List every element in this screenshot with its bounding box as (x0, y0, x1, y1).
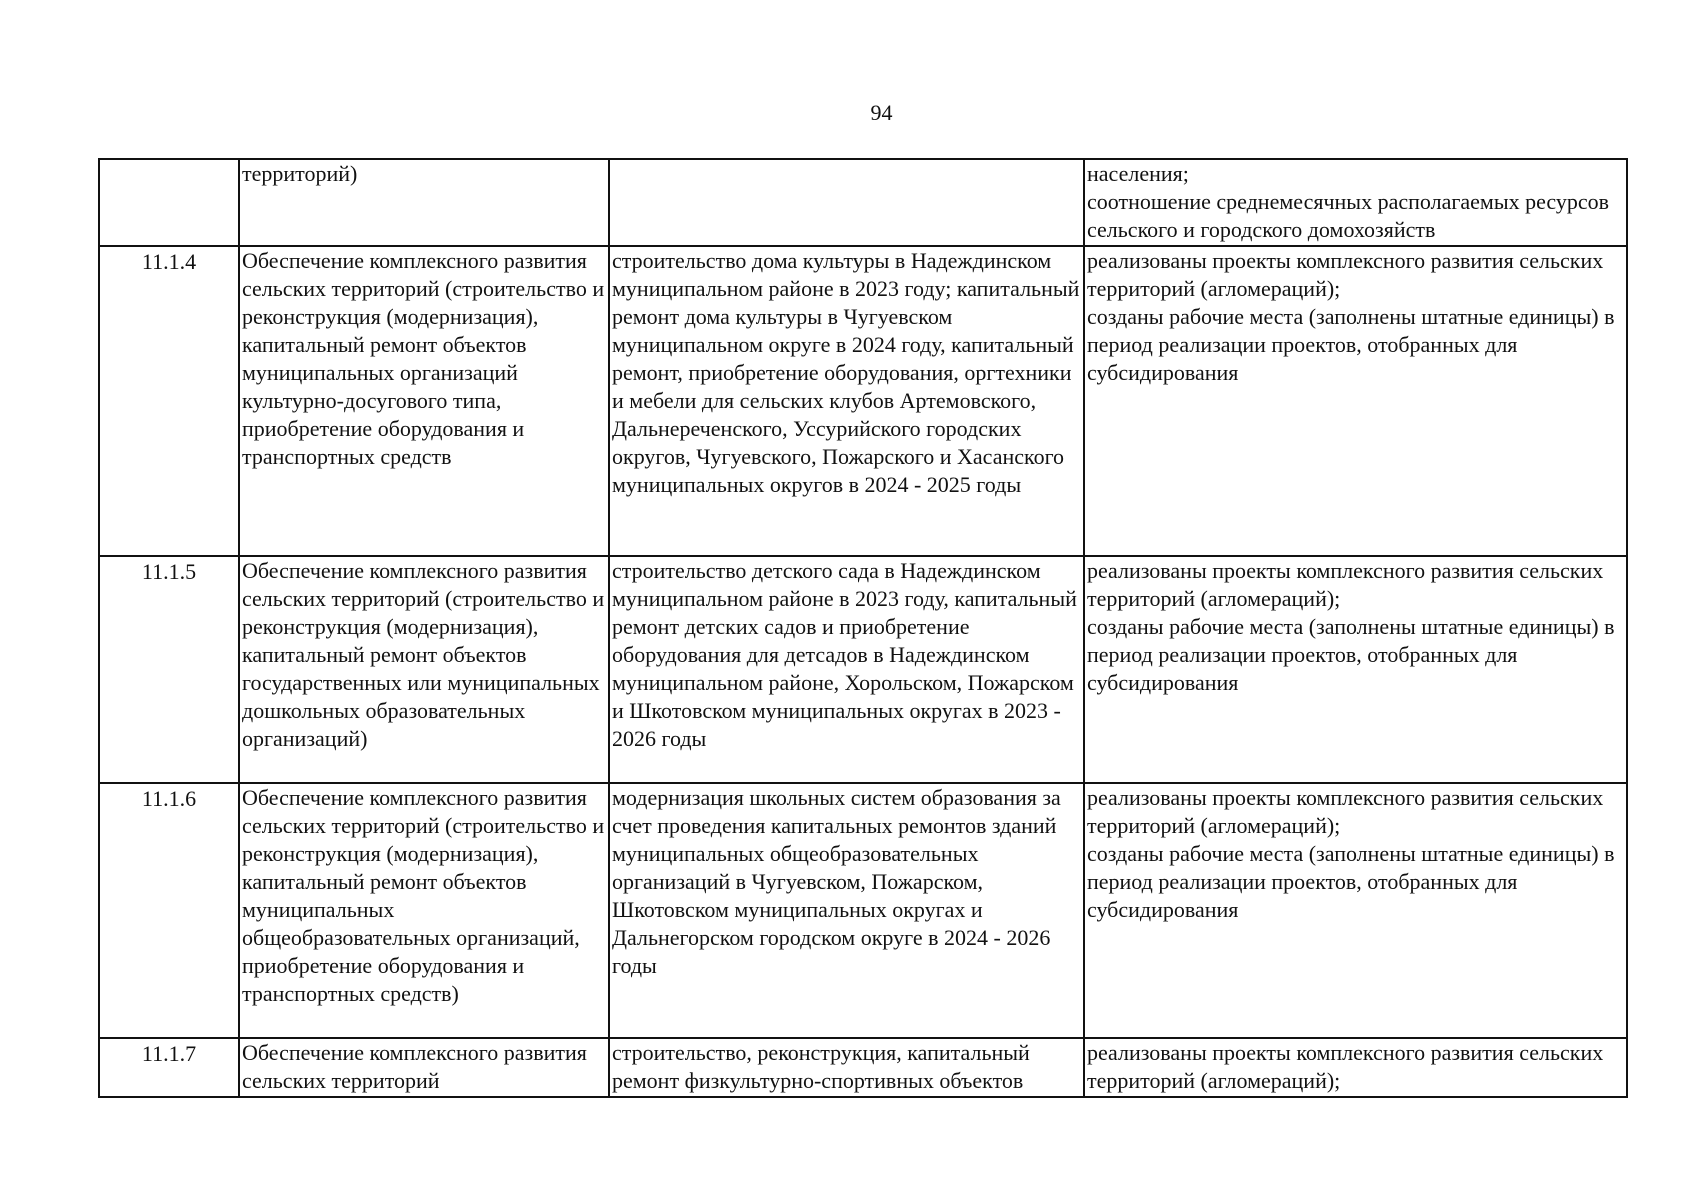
program-measures-table (98, 158, 1628, 1098)
table-row (99, 1038, 1627, 1097)
measure-name-cell: Обеспечение комплексного развития сельских территорий (строительство и реконструкция (модернизация), капитальный ремонт объектов государственных или муниципальных дошкольных образовательных организаций) (239, 556, 609, 783)
measure-number-cell (99, 159, 239, 246)
measure-name-cell: Обеспечение комплексного развития сельских территорий (строительство и реконструкция (модернизация), капитальный ремонт объектов муниципальных организаций культурно-досугового типа, приобретение оборудования и транспортных средств (239, 246, 609, 556)
measure-description-cell: строительство, реконструкция, капитальный ремонт физкультурно-спортивных объектов (609, 1038, 1084, 1097)
table-row (99, 783, 1627, 1038)
measure-result-cell: реализованы проекты комплексного развития сельских территорий (агломераций); созданы рабочие места (заполнены штатные единицы) в период реализации проектов, отобранных для субсидирования (1084, 783, 1627, 1038)
table-row (99, 159, 1627, 246)
measure-name-cell: Обеспечение комплексного развития сельских территорий (239, 1038, 609, 1097)
measure-result-cell: населения; соотношение среднемесячных располагаемых ресурсов сельского и городского домохозяйств (1084, 159, 1627, 246)
measure-result-cell: реализованы проекты комплексного развития сельских территорий (агломераций); созданы рабочие места (заполнены штатные единицы) в период реализации проектов, отобранных для субсидирования (1084, 246, 1627, 556)
measure-name-cell: Обеспечение комплексного развития сельских территорий (строительство и реконструкция (модернизация), капитальный ремонт объектов муниципальных общеобразовательных организаций, приобретение оборудования и транспортных средств) (239, 783, 609, 1038)
measure-description-cell: строительство детского сада в Надеждинском муниципальном районе в 2023 году, капитальный ремонт детских садов и приобретение оборудования для детсадов в Надеждинском муниципальном районе, Хорольском, Пожарском и Шкотовском муниципальных округах в 2023 - 2026 годы (609, 556, 1084, 783)
measure-number-cell: 11.1.4 (99, 246, 239, 556)
measure-description-cell: строительство дома культуры в Надеждинском муниципальном районе в 2023 году; капитальный ремонт дома культуры в Чугуевском муниципальном округе в 2024 году, капитальный ремонт, приобретение оборудования, оргтехники и мебели для сельских клубов Артемовского, Дальнереченского, Уссурийского городских округов, Чугуевского, Пожарского и Хасанского муниципальных округов в 2024 - 2025 годы (609, 246, 1084, 556)
measure-name-cell: территорий) (239, 159, 609, 246)
measure-result-cell: реализованы проекты комплексного развития сельских территорий (агломераций); (1084, 1038, 1627, 1097)
table-row (99, 556, 1627, 783)
table-row (99, 246, 1627, 556)
measure-number-cell: 11.1.6 (99, 783, 239, 1038)
measure-number-cell: 11.1.7 (99, 1038, 239, 1097)
measure-result-cell: реализованы проекты комплексного развития сельских территорий (агломераций); созданы рабочие места (заполнены штатные единицы) в период реализации проектов, отобранных для субсидирования (1084, 556, 1627, 783)
measure-description-cell: модернизация школьных систем образования за счет проведения капитальных ремонтов зданий муниципальных общеобразовательных организаций в Чугуевском, Пожарском, Шкотовском муниципальных округах и Дальнегорском городском округе в 2024 - 2026 годы (609, 783, 1084, 1038)
measure-number-cell: 11.1.5 (99, 556, 239, 783)
measure-description-cell (609, 159, 1084, 246)
page-number: 94 (870, 100, 893, 125)
